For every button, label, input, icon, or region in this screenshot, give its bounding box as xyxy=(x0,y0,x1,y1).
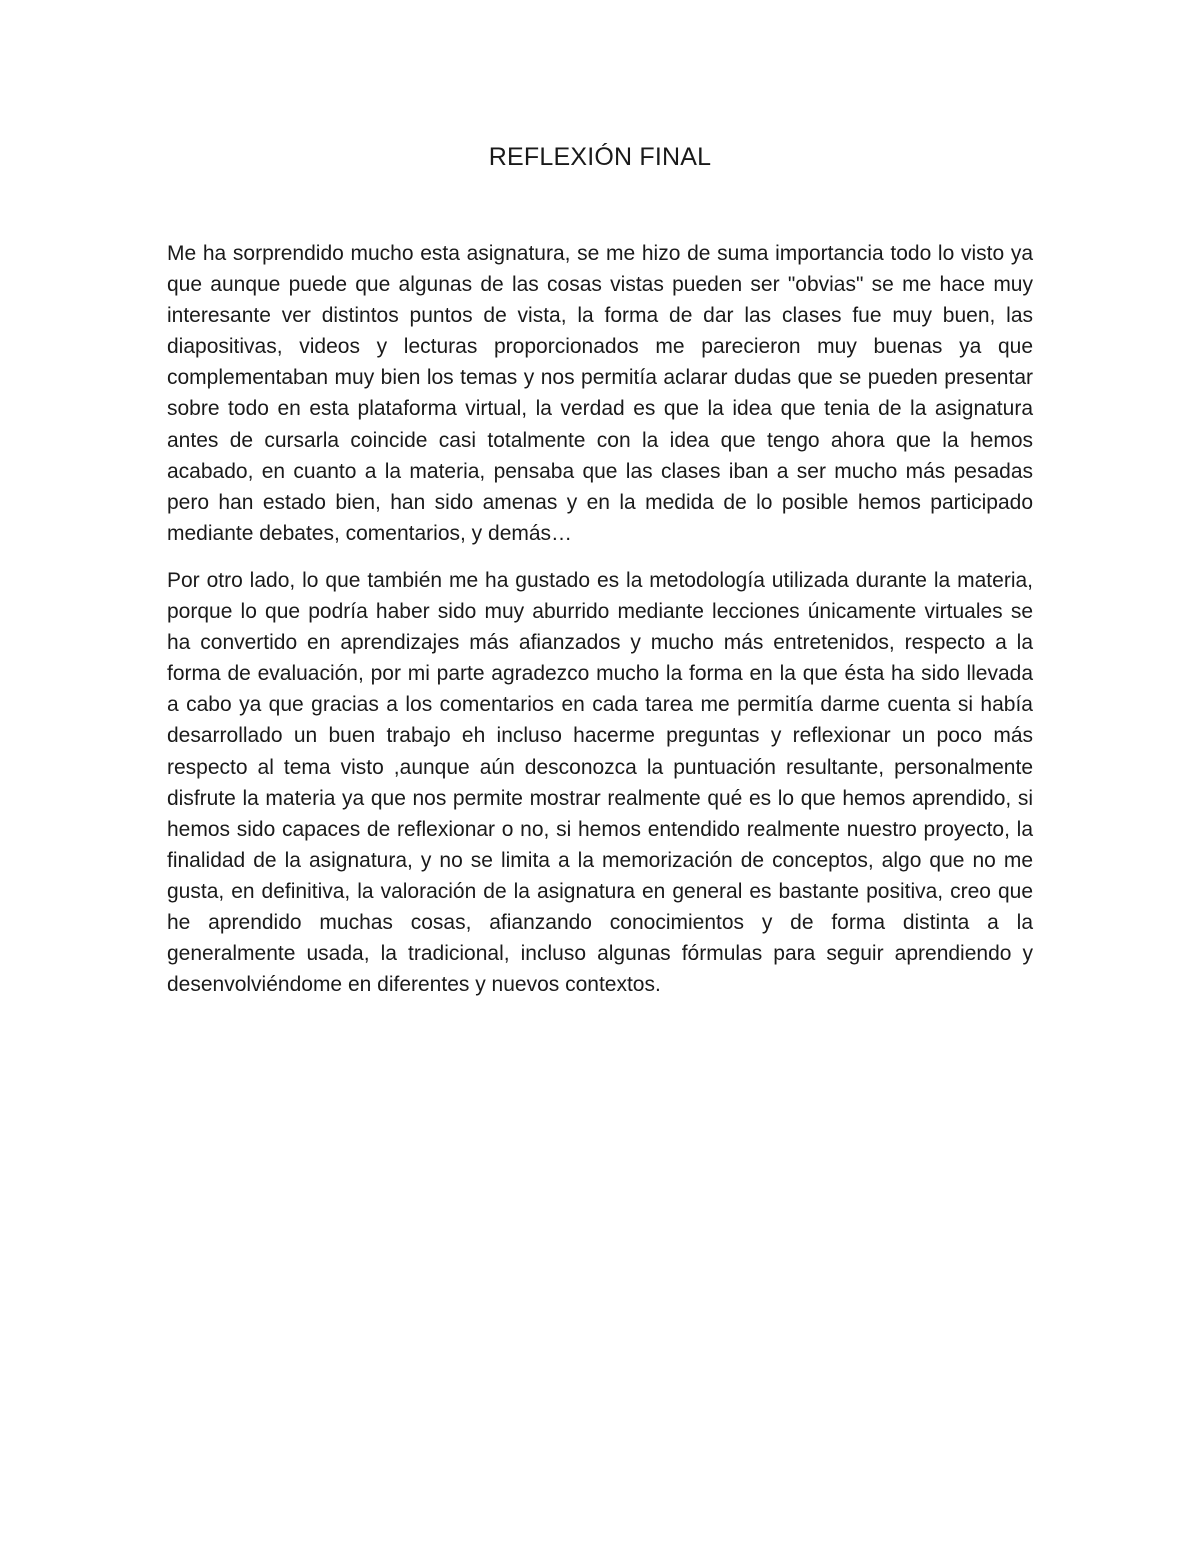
document-title: REFLEXIÓN FINAL xyxy=(488,143,712,171)
paragraph-2: Por otro lado, lo que también me ha gustado es la metodología utilizada durante la materia, porque lo que podría haber sido muy aburrido mediante lecciones únicamente virtuales se ha convertido en aprendizajes más afianzados y mucho más entretenidos, respecto a la forma de evaluación, por mi parte agradezco mucho la forma en la que ésta ha sido llevada a cabo ya que gracias a los comentarios en cada tarea me permitía darme cuenta si había desarrollado un buen trabajo eh incluso hacerme preguntas y reflexionar un poco más respecto al tema visto ,aunque aún desconozca la puntuación resultante, personalmente disfrute la materia ya que nos permite mostrar realmente qué es lo que hemos aprendido, si hemos sido capaces de reflexionar o no, si hemos entendido realmente nuestro proyecto, la finalidad de la asignatura, y no se limita a la memorización de conceptos, algo que no me gusta, en definitiva, la valoración de la asignatura en general es bastante positiva, creo que he aprendido muchas cosas, afianzando conocimientos y de forma distinta a la generalmente usada, la tradicional, incluso algunas fórmulas para seguir aprendiendo y desenvolviéndome en diferentes y nuevos contextos. xyxy=(167,568,1033,997)
paragraph-1: Me ha sorprendido mucho esta asignatura, se me hizo de suma importancia todo lo visto ya que aunque puede que algunas de las cosas vistas pueden ser "obvias" se me hace muy interesante ver distintos puntos de vista, la forma de dar las clases fue muy buen, las diapositivas, videos y lecturas proporcionados me parecieron muy buenas ya que complementaban muy bien los temas y nos permitía aclarar dudas que se pueden presentar sobre todo en esta plataforma virtual, la verdad es que la idea que tenia de la asignatura antes de cursarla coincide casi totalmente con la idea que tengo ahora que la hemos acabado, en cuanto a la materia, pensaba que las clases iban a ser mucho más pesadas pero han estado bien, han sido amenas y en la medida de lo posible hemos participado mediante debates, comentarios, y demás… xyxy=(167,242,1033,545)
document-body xyxy=(167,238,1033,1016)
